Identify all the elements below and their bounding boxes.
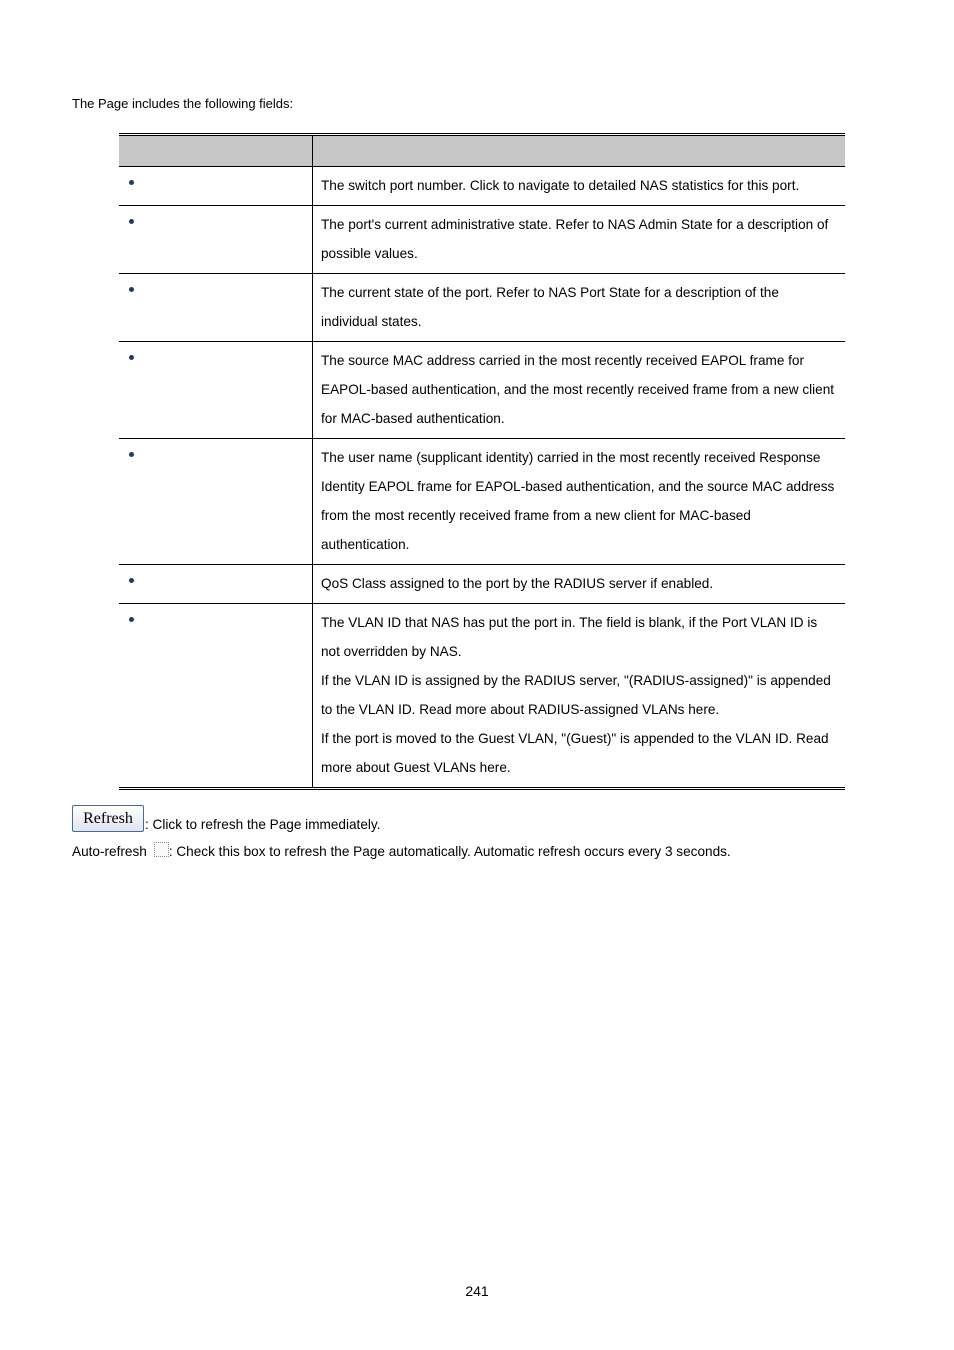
auto-refresh-description: : Check this box to refresh the Page automatically. Automatic refresh occurs every 3 seconds. (168, 844, 731, 859)
refresh-description: : Click to refresh the Page immediately. (145, 817, 381, 832)
bullet-icon (129, 452, 134, 457)
field-description: The VLAN ID that NAS has put the port in. The field is blank, if the Port VLAN ID is not overridden by NAS. (321, 615, 818, 659)
field-description-cell (313, 167, 846, 206)
field-name-cell (119, 167, 313, 206)
field-name-cell (119, 342, 313, 439)
header-object-cell (119, 135, 313, 167)
field-name-cell (119, 206, 313, 274)
field-description: The current state of the port. Refer to NAS Port State for a description of the individual states. (321, 285, 779, 329)
table-body (119, 167, 845, 789)
field-name-cell (119, 439, 313, 565)
field-description: The source MAC address carried in the most recently received EAPOL frame for EAPOL-based authentication, and the most recently received frame from a new client for MAC-based authentication. (321, 353, 835, 426)
table-row (119, 439, 845, 565)
field-description: If the port is moved to the Guest VLAN, "(Guest)" is appended to the VLAN ID. Read more about Guest VLANs here. (321, 731, 829, 775)
bullet-icon (129, 180, 134, 185)
auto-refresh-label: Auto-refresh (72, 844, 147, 859)
fields-table-wrapper (119, 133, 845, 790)
bullet-icon (129, 617, 134, 622)
table-row (119, 342, 845, 439)
table-row (119, 167, 845, 206)
table-row (119, 604, 845, 789)
refresh-button[interactable]: Refresh (72, 805, 144, 832)
fields-table (119, 133, 845, 790)
bullet-icon (129, 355, 134, 360)
bullet-icon (129, 219, 134, 224)
field-description: If the VLAN ID is assigned by the RADIUS server, "(RADIUS-assigned)" is appended to the VLAN ID. Read more about RADIUS-assigned VLANs here. (321, 673, 831, 717)
field-description-cell (313, 274, 846, 342)
field-description: QoS Class assigned to the port by the RADIUS server if enabled. (321, 576, 714, 591)
table-row (119, 206, 845, 274)
bullet-icon (129, 287, 134, 292)
field-name-cell (119, 565, 313, 604)
auto-refresh-checkbox[interactable] (154, 842, 169, 857)
field-description-cell (313, 565, 846, 604)
page-number: 241 (465, 1283, 489, 1299)
field-description: The port's current administrative state. Refer to NAS Admin State for a description of possible values. (321, 217, 829, 261)
field-description-cell (313, 206, 846, 274)
refresh-line (72, 805, 380, 832)
field-description: The switch port number. Click to navigate to detailed NAS statistics for this port. (321, 178, 800, 193)
table-row (119, 274, 845, 342)
field-description: The user name (supplicant identity) carried in the most recently received Response Identity EAPOL frame for EAPOL-based authentication, and the source MAC address from the most recently received frame from a new client for MAC-based authentication. (321, 450, 835, 552)
field-description-cell (313, 342, 846, 439)
table-header (119, 135, 845, 167)
bullet-icon (129, 578, 134, 583)
header-description-cell (313, 135, 846, 167)
field-name-cell (119, 274, 313, 342)
field-description-cell (313, 439, 846, 565)
field-name-cell (119, 604, 313, 789)
auto-refresh-line (72, 842, 731, 859)
table-row (119, 565, 845, 604)
intro-text: The Page includes the following fields: (72, 96, 294, 111)
field-description-cell (313, 604, 846, 789)
